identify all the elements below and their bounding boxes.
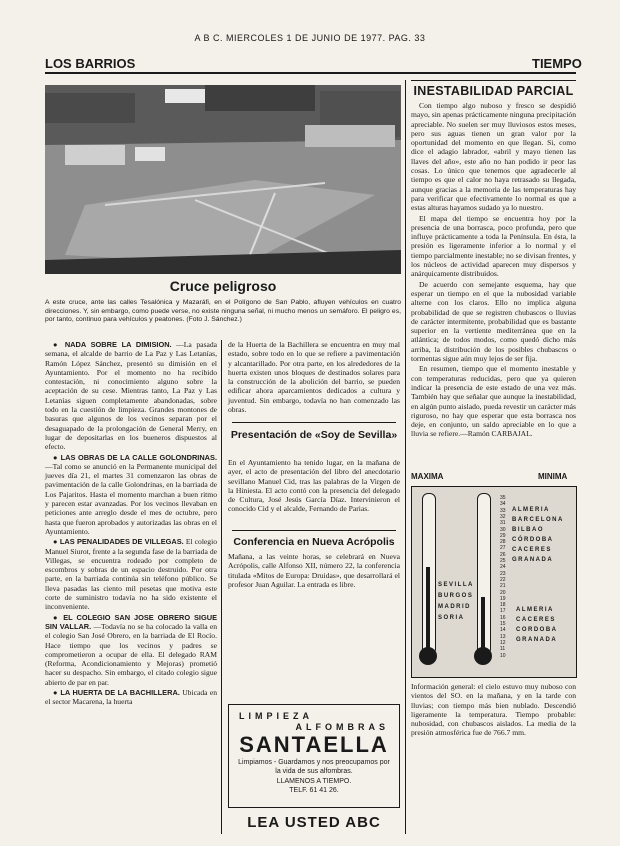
scale-tick: 21 [500, 583, 506, 590]
ad-body: Limpiamos - Guardamos y nos preocupamos por la vida de sus alfombras. [238, 759, 390, 775]
scale-tick: 33 [500, 507, 506, 514]
city-min-label: CORDOBA [516, 627, 558, 633]
max-label: MAXIMA [411, 472, 444, 481]
scale-tick: 35 [500, 495, 506, 501]
scale-tick: 30 [500, 526, 506, 533]
max-mercury [426, 567, 430, 657]
scale-tick: 28 [500, 539, 506, 546]
scale-tick: 11 [500, 646, 506, 653]
header-rule [45, 72, 576, 74]
thermometer-panel [411, 486, 577, 678]
city-max-label: CACERES [512, 547, 552, 553]
news-item-text: Ubicada en el sector Macarena, la huerta [45, 687, 217, 707]
ad-call: LLAMENOS A TIEMPO. [276, 778, 352, 785]
scale-tick: 24 [500, 564, 506, 571]
middle-intro: de la Huerta de la Bachillera se encuentra en muy mal estado, sobre todo en lo que se refiere a pavimentación y alcantarillado. Por otra parte, en los alrededores de la huerta existen unos bloques de destinados solares para la construcción de la abolición del barrio, se pueden edificar ahora aparcamientos dedicados a cultura y juventud. Sin embargo, todavía no han comenzado las obras. [228, 340, 400, 415]
scale-tick: 18 [500, 602, 506, 609]
scale-tick: 12 [500, 639, 506, 646]
city-max-label: SEVILLA [438, 582, 474, 588]
scale-tick: 23 [500, 570, 506, 577]
crossing-photo [45, 85, 401, 274]
abc-slogan: LEA USTED ABC [247, 814, 381, 831]
presentacion-text: En el Ayuntamiento ha tenido lugar, en la mañana de ayer, el acto de presentación del libro del anecdotario sevillano Manuel Cid, tras las palabras de la Virgen de la Hiniesta. El acto contó con la presencia del delegado de Cultura, José Jesús García Díaz. Intervinieron el conocido Cid y el alcalde, Fernando de Parias. [228, 458, 400, 514]
city-min-label: GRANADA [516, 637, 558, 643]
scale-tick: 34 [500, 501, 506, 508]
min-label: MINIMA [538, 472, 568, 481]
scale-tick: 17 [500, 608, 506, 615]
news-item-head: ● LAS OBRAS DE LA CALLE GOLONDRINAS. [53, 452, 217, 462]
news-item-head: ● NADA SOBRE LA DIMISION. [53, 340, 172, 349]
section-title-barrios: LOS BARRIOS [45, 56, 136, 71]
city-min-label: CACERES [516, 617, 556, 623]
city-max-label: BURGOS [438, 593, 474, 599]
news-item [45, 340, 217, 452]
weather-paragraph: El mapa del tiempo se encuentra hoy por la presencia de una borrasca, poco profunda, pero que influye prácticamente a toda la Península. En ésta, la presión es ligeramente inferior a lo normal y el tiempo parcialmente inestable; no se divisan frentes, y los núcleos de actividad aparecen muy dispersos y anárquicamente distribuidos. [411, 213, 576, 279]
crossing-photo-illustration [45, 85, 401, 274]
divider [232, 422, 396, 423]
weather-footer: Información general: el cielo estuvo muy nuboso con vientos del SO. en la mañana, y en la tarde con lluvias; con tiempo más bien nublado. Descendió ligeramente la temperatura. Tiempo probable: nubosidad, con chubascos aislados. La media de la presión atmosférica fue de 766.7 mm. [411, 682, 576, 738]
scale-tick: 25 [500, 558, 506, 564]
scale-tick: 13 [500, 633, 506, 640]
scale-tick: 20 [500, 589, 506, 596]
city-max-label: BARCELONA [512, 517, 564, 523]
weather-paragraph: En resumen, tiempo que el momento inestable y con temperaturas reducidas, pero que ya quieren indicar la presencia de este estado de una vez más. También hay que señalar que aunque la inestabilidad, en algún punto aislado, pueda revestir un carácter más riguroso, no hay que esperar que esta borrasca nos deje, en conjunto, un saldo apreciable en lo que a lluvia se refiere.—Ramón CARBAJAL. [411, 364, 576, 439]
weather-rule [411, 80, 576, 81]
scale-tick: 16 [500, 614, 506, 621]
min-bulb [474, 647, 492, 665]
city-max-label: GRANADA [512, 557, 554, 563]
scale-tick: 10 [500, 652, 506, 659]
scale-tick: 19 [500, 595, 506, 602]
scale-tick: 29 [500, 532, 506, 539]
ad-brand: SANTAELLA [239, 732, 389, 757]
news-item-head: ● LA HUERTA DE LA BACHILLERA. [53, 687, 180, 697]
weather-text [411, 101, 576, 471]
column-rule [405, 80, 406, 834]
news-item-text: El colegio Manuel Siurot, frente a la segunda fase de la barriada de Villegas, se encuentra rodeado por completo de escombros y sobras de un espacio destruido. Por otra parte, en la barriada continúa sin teléfono público. Se lleva pasadas las ciento mil pesetas que motiva este corte de suministro todavía no ha sido existente el inconveniente. [45, 537, 218, 612]
city-max-label: MADRID [438, 604, 471, 610]
city-max-label: SORIA [438, 615, 465, 621]
news-item-text: —Tal como se anunció en la Permanente municipal del jueves día 21, el martes 31 comenzaron las obras de pavimentación de la calle Golondrinas, en la barriada de Los Pajaritos. Hasta el momento marchan a buen ritmo y parecen estar avanzadas. Por los vecinos llevaban en peticiones ante arreglo desde el mes de octubre, pero hasta que fueron aprobados y autorizadas las obras en el Ayuntamiento. [45, 461, 217, 536]
scale-tick: 32 [500, 513, 506, 520]
page-header: A B C. MIERCOLES 1 DE JUNIO DE 1977. PAG. 33 [194, 33, 426, 43]
conferencia-text: Mañana, a las veinte horas, se celebrará en Nueva Acrópolis, calle Alfonso XII, número 22, la conferencia titulada «Mitos de Europa: Druidas», que desarrollará el profesor Juan Aguilar. La entrada es libre. [228, 552, 400, 589]
weather-paragraph: De acuerdo con semejante esquema, hay que esperar un tiempo en el que la nubosidad variable alterne con los claros. Ello no implica alguna probabilidad de que se registren chubascos o lluvias de carácter intermitente, probabilidad que es bastante superior en la vertiente mediterránea que en la atlántica; de todos modos, como quedó dicho más arriba, la distribución de los posibles chubascos o tormentas sigue aún muy lejos de ser fija. [411, 279, 576, 364]
section-title-tiempo: TIEMPO [532, 56, 582, 71]
city-max-label: CÓRDOBA [512, 537, 554, 543]
weather-title: INESTABILIDAD PARCIAL [413, 84, 574, 98]
news-item-text: —La pasada semana, el alcalde de barrio de La Paz y Las Letanías, Ramón López Sánchez, presentó su dimisión en el Ayuntamiento. Por el momento no ha recibido contestación, ni conocimiento alguno sobre la aceptación de su cese. Mientras tanto, La Paz y Las Letanías siguen completamente abandonadas, sobre todo en la cuestión de limpieza. Grandes montones de basuras que algunos de los vecinos separan por el desaguapado de la prolongación de General Merry, en lugar de depositarlas en los bueneros dispuestos al efecto. [45, 340, 217, 452]
scale-tick: 22 [500, 576, 506, 583]
scale-tick: 27 [500, 545, 506, 552]
news-item-head: ● LAS PENALIDADES DE VILLEGAS. [53, 537, 184, 547]
column-rule [221, 340, 222, 834]
photo-title: Cruce peligroso [169, 278, 277, 294]
news-item [45, 613, 217, 687]
city-max-label: BILBAO [512, 527, 544, 533]
city-min-label: ALMERIA [516, 607, 554, 613]
news-item [45, 537, 217, 611]
news-item-head: ● EL COLEGIO SAN JOSE OBRERO SIGUE SIN VALLAR. [45, 612, 217, 631]
ad-line1: LIMPIEZA [239, 711, 313, 721]
scale-tick: 26 [500, 551, 506, 558]
news-item [45, 688, 217, 707]
weather-paragraph: Con tiempo algo nuboso y fresco se despidió mayo, sin apenas prácticamente ninguna precipitación apreciable. No suelen ser muy lluviosos estos meses, pero sus aguas tienen un gran valor por la oportunidad del momento en que llegan. Si, como dice el adagio labrador, «abril y mayo tienen las llaves del año», este año no han podido ir peor las cosas. Lo único que tenemos que agradecerle al tiempo es que el calor no haya retrasado su llegada, aunque gracias a la memoria de las temperaturas hay para verificar que efectivamente lo normal es que a estas alturas hayamos sudado ya lo nuestro. [411, 101, 576, 213]
max-bulb [419, 647, 437, 665]
santaella-ad [228, 704, 400, 808]
news-item-text: —Todavía no se ha colocado la valla en el colegio San José Obrero, en la barriada de El Rocío. Hace tiempo que los vecinos y padres se comprometieron a ocupar de ella. El delegado RAM (Reforma, Acondicionamiento y Mejoras) prometió hacer su despacho. Sin embargo, el citado colegio sigue abierto de par en par. [45, 621, 217, 687]
presentacion-title: Presentación de «Soy de Sevilla» [230, 429, 398, 441]
scale-tick: 31 [500, 520, 506, 527]
news-item [45, 453, 217, 537]
city-max-label: ALMERIA [512, 507, 550, 513]
ad-line2: ALFOMBRAS [295, 722, 389, 732]
scale-tick: 15 [500, 621, 506, 627]
divider [232, 530, 396, 531]
news-items-column [45, 340, 217, 708]
conferencia-title: Conferencia en Nueva Acrópolis [233, 536, 395, 548]
scale-tick: 14 [500, 627, 506, 634]
ad-phone: TELF. 61 41 26. [289, 786, 339, 794]
photo-caption: A este cruce, ante las calles Tesalónica y Mazaráfi, en el Polígono de San Pablo, afluyen vehículos en cuatro direcciones. Y, sin embargo, como puede verse, no existe ninguna señal, ni mucho menos un semáforo. El peligro es, por tanto, continuo para vehículos y peatones. (Foto J. Sánchez.) [45, 299, 401, 324]
